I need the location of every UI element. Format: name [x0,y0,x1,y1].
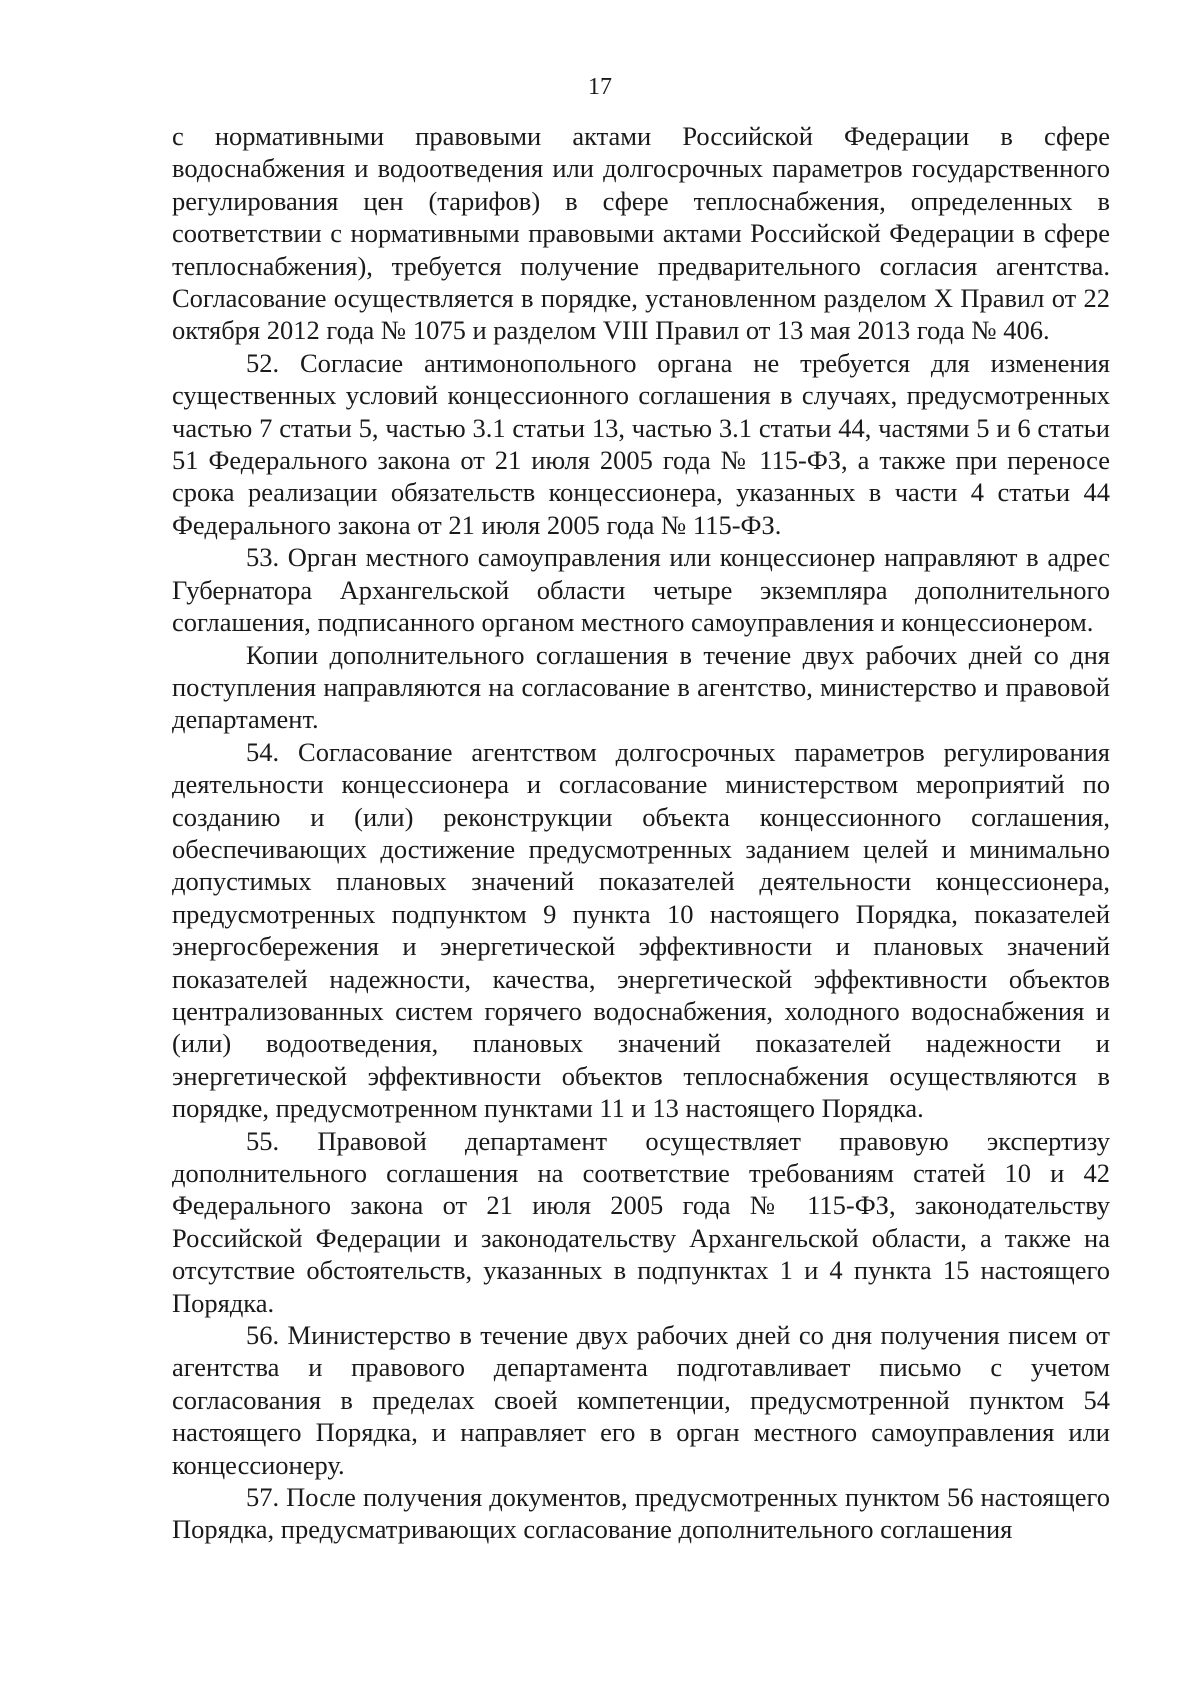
page-number: 17 [588,74,612,100]
paragraph-53: 53. Орган местного самоуправления или концессионер направляют в адрес Губернатора Архангельской области четыре экземпляра дополнительного соглашения, подписанного органом местного самоуправления и концессионером. [172,542,1110,638]
paragraph-56: 56. Министерство в течение двух рабочих дней со дня получения писем от агентства и правового департамента подготавливает письмо с учетом согласования в пределах своей компетенции, предусмотренной пунктом 54 настоящего Порядка, и направляет его в орган местного самоуправления или концессионеру. [172,1320,1110,1480]
paragraph-52: 52. Согласие антимонопольного органа не требуется для изменения существенных условий концессионного соглашения в случаях, предусмотренных частью 7 статьи 5, частью 3.1 статьи 13, частью 3.1 статьи 44, частями 5 и 6 статьи 51 Федерального закона от 21 июля 2005 года № 115-ФЗ, а также при переносе срока реализации обязательств концессионера, указанных в части 4 статьи 44 Федерального закона от 21 июля 2005 года № 115-ФЗ. [172,347,1110,540]
paragraph-continuation: с нормативными правовыми актами Российской Федерации в сфере водоснабжения и водоотведения или долгосрочных параметров государственного регулирования цен (тарифов) в сфере теплоснабжения, определенных в соответствии с нормативными правовыми актами Российской Федерации в сфере теплоснабжения), требуется получение предварительного согласия агентства. Согласование осуществляется в порядке, установленном разделом X Правил от 22 октября 2012 года № 1075 и разделом VIII Правил от 13 мая 2013 года № 406. [172,121,1110,346]
paragraph-53-copies: Копии дополнительного соглашения в течение двух рабочих дней со дня поступления направляются на согласование в агентство, министерство и правовой департамент. [172,639,1110,735]
paragraph-55: 55. Правовой департамент осуществляет правовую экспертизу дополнительного соглашения на соответствие требованиям статей 10 и 42 Федерального закона от 21 июля 2005 года № 115-ФЗ, законодательству Российской Федерации и законодательству Архангельской области, а также на отсутствие обстоятельств, указанных в подпунктах 1 и 4 пункта 15 настоящего Порядка. [172,1125,1110,1318]
document-body [172,120,1110,1546]
paragraph-54: 54. Согласование агентством долгосрочных параметров регулирования деятельности концессионера и согласование министерством мероприятий по созданию и (или) реконструкции объекта концессионного соглашения, обеспечивающих достижение предусмотренных заданием целей и минимально допустимых плановых значений показателей деятельности концессионера, предусмотренных подпунктом 9 пункта 10 настоящего Порядка, показателей энергосбережения и энергетической эффективности и плановых значений показателей надежности, качества, энергетической эффективности объектов централизованных систем горячего водоснабжения, холодного водоснабжения и (или) водоотведения, плановых значений показателей надежности и энергетической эффективности объектов теплоснабжения осуществляются в порядке, предусмотренном пунктами 11 и 13 настоящего Порядка. [172,736,1110,1124]
paragraph-57: 57. После получения документов, предусмотренных пунктом 56 настоящего Порядка, предусматривающих согласование дополнительного соглашения [172,1482,1110,1545]
